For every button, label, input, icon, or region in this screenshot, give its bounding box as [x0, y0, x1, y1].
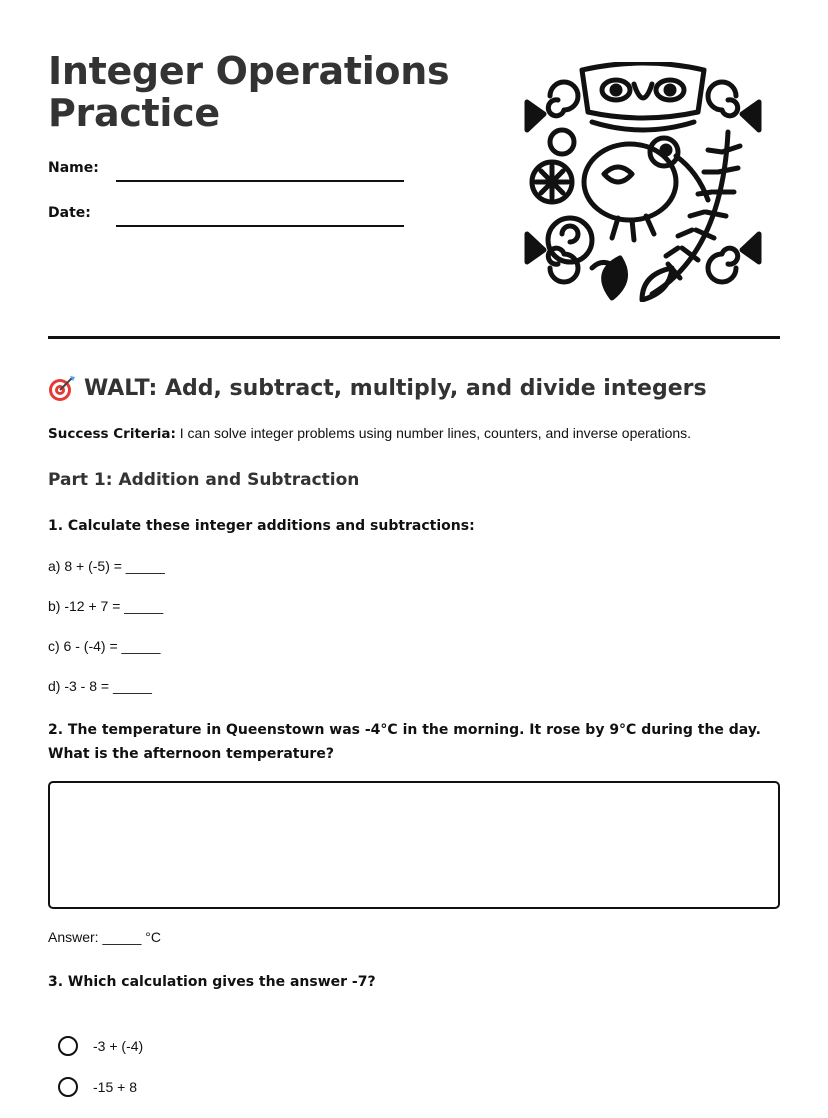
worksheet-title [48, 50, 468, 134]
radio-button[interactable] [58, 1036, 78, 1056]
success-criteria-label: Success Criteria: [48, 426, 176, 442]
name-label: Name: [48, 160, 99, 176]
date-label: Date: [48, 205, 91, 221]
success-criteria [48, 425, 691, 442]
name-field[interactable] [116, 180, 404, 182]
section-divider [48, 336, 780, 339]
title-line-1: Integer Operations [48, 49, 450, 93]
walt-text: WALT: Add, subtract, multiply, and divide integers [84, 375, 707, 401]
question-3-option-2[interactable] [58, 1077, 137, 1097]
maori-kiwi-koru-carving-icon [522, 62, 764, 302]
working-answer-box[interactable] [48, 781, 780, 909]
question-3-prompt: 3. Which calculation gives the answer -7? [48, 974, 376, 990]
question-2-answer-line: Answer: _____ °C [48, 929, 161, 945]
part1-heading: Part 1: Addition and Subtraction [48, 470, 360, 490]
success-criteria-text: I can solve integer problems using number lines, counters, and inverse operations. [175, 425, 692, 441]
date-field[interactable] [116, 225, 404, 227]
question-1a: a) 8 + (-5) = _____ [48, 558, 165, 574]
question-1b: b) -12 + 7 = _____ [48, 598, 164, 614]
radio-button[interactable] [58, 1077, 78, 1097]
option-label: -15 + 8 [93, 1079, 137, 1095]
question-3-option-1[interactable] [58, 1036, 143, 1056]
option-label: -3 + (-4) [93, 1038, 144, 1054]
question-1d: d) -3 - 8 = _____ [48, 678, 152, 694]
walt-heading [48, 374, 707, 402]
worksheet-page [48, 0, 780, 1118]
target-dart-icon [48, 374, 76, 402]
title-line-2: Practice [48, 91, 220, 135]
question-1c: c) 6 - (-4) = _____ [48, 638, 161, 654]
question-1-prompt: 1. Calculate these integer additions and subtractions: [48, 518, 475, 534]
question-2-prompt: 2. The temperature in Queenstown was -4°C in the morning. It rose by 9°C during the day. What is the afternoon temperature? [48, 722, 761, 762]
